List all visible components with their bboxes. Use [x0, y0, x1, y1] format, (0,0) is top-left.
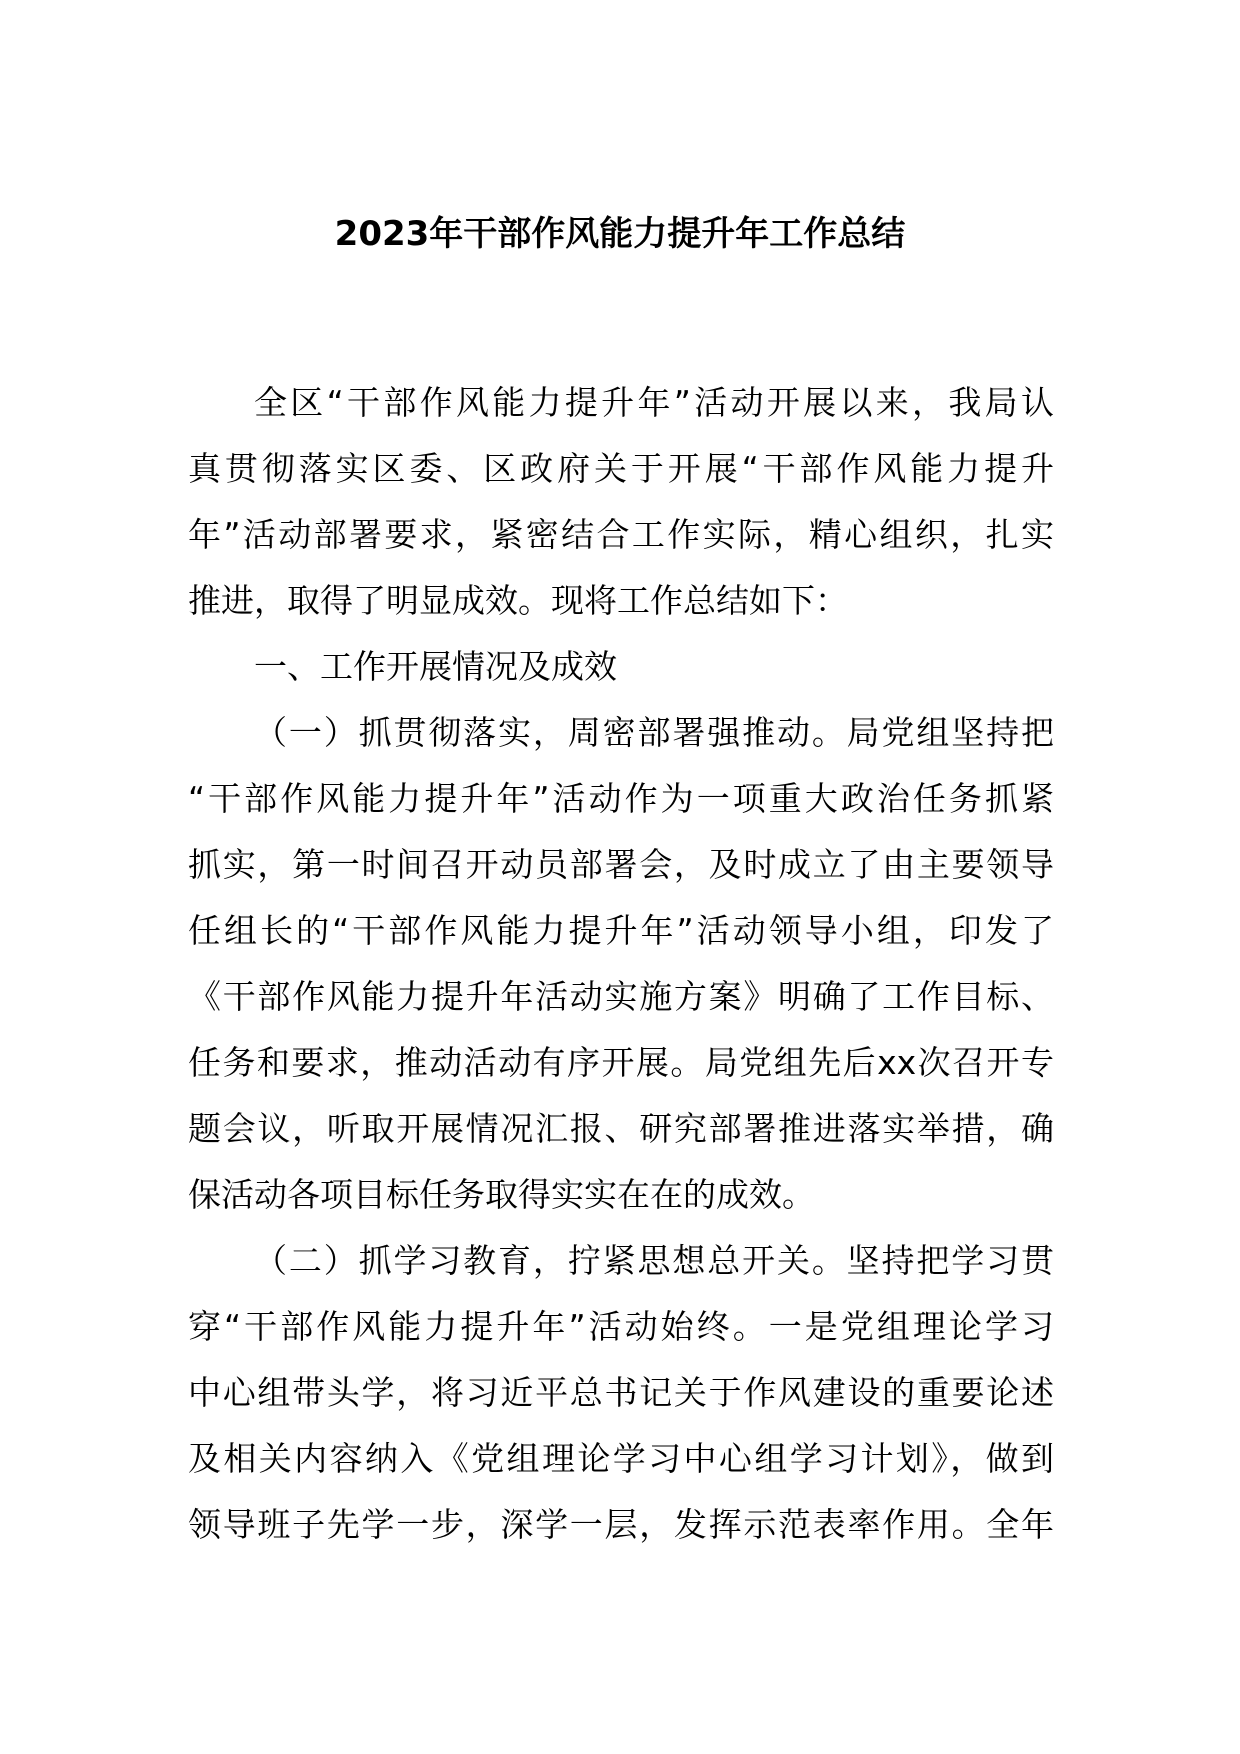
section-heading-1: [188, 634, 1054, 700]
paragraph-line: 年”活动部署要求，紧密结合工作实际，精心组织，扎实: [188, 515, 1054, 554]
paragraph-line: 《干部作风能力提升年活动实施方案》明确了工作目标、: [188, 977, 1054, 1016]
paragraph-line: 中心组带头学，将习近平总书记关于作风建设的重要论述: [188, 1373, 1054, 1412]
paragraph-line: （一）抓贯彻落实，周密部署强推动。局党组坚持把: [254, 713, 1054, 752]
paragraph-section-1-2: [188, 1228, 1054, 1558]
paragraph-line: 任组长的“干部作风能力提升年”活动领导小组，印发了: [188, 911, 1054, 950]
document-title: 2023年干部作风能力提升年工作总结: [334, 214, 906, 254]
paragraph-intro: [188, 370, 1054, 634]
paragraph-line: 及相关内容纳入《党组理论学习中心组学习计划》，做到: [188, 1439, 1054, 1478]
paragraph-line: 领导班子先学一步，深学一层，发挥示范表率作用。全年: [188, 1505, 1054, 1544]
paragraph-line: 真贯彻落实区委、区政府关于开展“干部作风能力提升: [188, 449, 1054, 488]
document-body: [188, 370, 1054, 1558]
paragraph-line: 穿“干部作风能力提升年”活动始终。一是党组理论学习: [188, 1307, 1054, 1346]
paragraph-line: （二）抓学习教育，拧紧思想总开关。坚持把学习贯: [254, 1241, 1054, 1280]
paragraph-line: “干部作风能力提升年”活动作为一项重大政治任务抓紧: [188, 779, 1054, 818]
paragraph-line: 任务和要求，推动活动有序开展。局党组先后xx次召开专: [188, 1043, 1054, 1082]
paragraph-line: 抓实，第一时间召开动员部署会，及时成立了由主要领导: [188, 845, 1054, 884]
paragraph-line: 全区“干部作风能力提升年”活动开展以来，我局认: [254, 383, 1054, 422]
paragraph-line: 推进，取得了明显成效。现将工作总结如下：: [188, 581, 848, 620]
paragraph-line: 一、工作开展情况及成效: [254, 647, 617, 686]
paragraph-line: 题会议，听取开展情况汇报、研究部署推进落实举措，确: [188, 1109, 1054, 1148]
paragraph-line: 保活动各项目标任务取得实实在在的成效。: [188, 1175, 815, 1214]
paragraph-section-1-1: [188, 700, 1054, 1228]
